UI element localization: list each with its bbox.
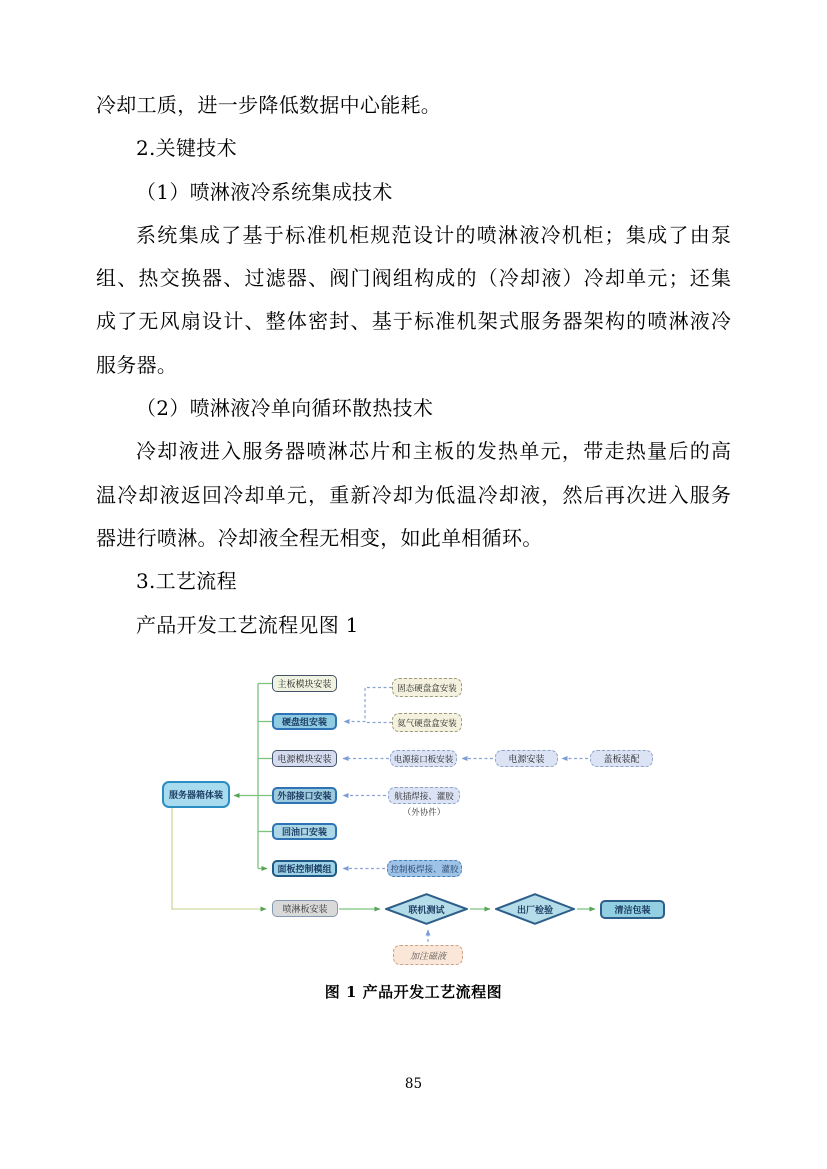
flow-node-factory-inspection (495, 893, 575, 925)
flow-node-label: 外部接口安装 (277, 791, 332, 801)
text-line: 温冷却液返回冷却单元，重新冷却为低温冷却液，然后再次进入服务 (96, 482, 731, 507)
flow-node-oil-return-install (272, 823, 337, 840)
flow-node-label: 回油口安装 (281, 827, 327, 837)
flow-node-control-board-welding (387, 860, 462, 877)
flow-node-connector-welding (388, 787, 460, 804)
flow-node-label: 主板模块安装 (277, 679, 332, 689)
flow-node-mainboard-install (272, 675, 337, 692)
page-number: 85 (404, 1076, 423, 1092)
flow-node-cover-assembly (590, 750, 653, 767)
flow-node-ssd-box-install (392, 678, 462, 697)
figure-caption: 图 1 产品开发工艺流程图 (324, 983, 503, 1001)
flow-node-label: 航插焊接、灌胶 (394, 790, 454, 801)
flow-node-label: 清洁包装 (614, 905, 651, 915)
flow-node-hdd-group-install (272, 713, 337, 730)
flow-node-label: 硬盘组安装 (281, 717, 327, 727)
text-line: 成了无风扇设计、整体密封、基于标准机架式服务器架构的喷淋液冷 (96, 309, 731, 334)
subheading-2: （2）喷淋液冷单向循环散热技术 (136, 396, 434, 421)
flow-node-spray-board-install (272, 900, 338, 917)
flow-node-psu-module-install (272, 750, 337, 767)
heading-process-flow: 3.工艺流程 (136, 569, 237, 594)
flow-node-label: 加注磁液 (409, 950, 446, 961)
flow-node-helium-box-install (392, 713, 462, 732)
flow-node-clean-packaging (600, 900, 665, 919)
flow-node-label: 联机测试 (408, 904, 445, 915)
text-line: 系统集成了基于标准机柜规范设计的喷淋液冷机柜；集成了由泵 (136, 222, 731, 247)
flow-node-online-test (385, 893, 468, 925)
outsourced-part-note: （外协件） (402, 807, 446, 817)
flow-node-label: 面板控制模组 (277, 864, 332, 874)
flow-node-label: 盖板装配 (603, 754, 640, 764)
flow-node-label: 电源模块安装 (277, 754, 332, 764)
text-line: 产品开发工艺流程见图 1 (136, 612, 359, 637)
flow-node-external-ports-install (272, 787, 337, 804)
flow-node-panel-control-module (272, 860, 337, 877)
flow-node-label: 电源安装 (508, 754, 545, 764)
flow-node-server-assembly (162, 781, 230, 808)
body-text (96, 84, 731, 647)
text-line: 冷却液进入服务器喷淋芯片和主板的发热单元，带走热量后的高 (136, 439, 731, 464)
text-line: 组、热交换器、过滤器、阀门阀组构成的（冷却液）冷却单元；还集 (96, 266, 731, 291)
flow-node-label: 电源接口板安装 (393, 753, 454, 764)
flow-node-psu-install (495, 750, 558, 767)
flow-node-fill-coolant (393, 945, 463, 965)
flowchart-connectors (0, 665, 827, 975)
heading-key-technology: 2.关键技术 (136, 136, 237, 161)
text-line: 器进行喷淋。冷却液全程无相变，如此单相循环。 (96, 525, 543, 550)
flow-node-label: 控制板焊接、灌胶 (390, 863, 459, 874)
text-line: 冷却工质，进一步降低数据中心能耗。 (96, 93, 442, 117)
subheading-1: （1）喷淋液冷系统集成技术 (136, 179, 393, 204)
flow-node-psu-port-board-install (390, 750, 457, 767)
flow-node-label: 出厂检验 (516, 904, 553, 915)
flow-node-label: 服务器箱体装 (168, 790, 223, 800)
process-flowchart (0, 665, 827, 975)
flow-node-label: 喷淋板安装 (282, 904, 328, 914)
text-line: 服务器。 (96, 352, 178, 377)
flow-node-label: 氦气硬盘盒安装 (397, 717, 457, 728)
flow-node-label: 固态硬盘盒安装 (397, 682, 457, 693)
